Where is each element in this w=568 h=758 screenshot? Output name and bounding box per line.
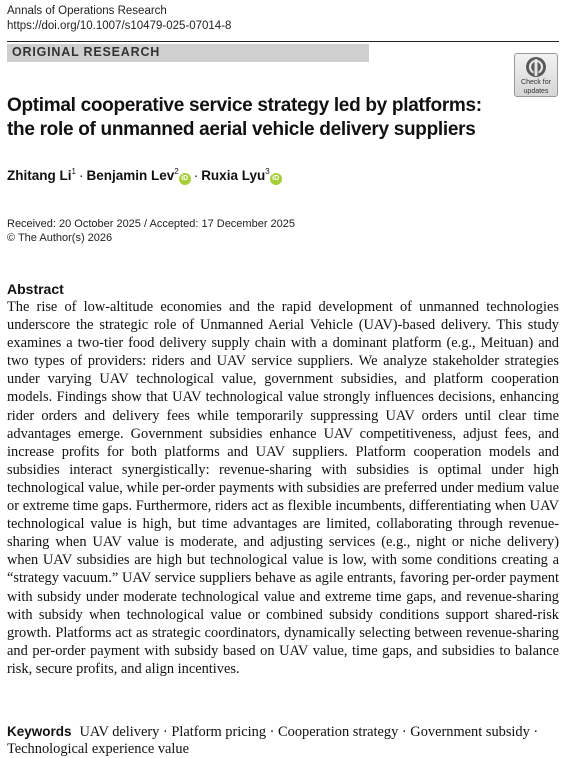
author-affiliation: 1 bbox=[71, 167, 76, 176]
badge-text-1: Check for bbox=[521, 79, 551, 86]
section-label: ORIGINAL RESEARCH bbox=[12, 45, 161, 59]
author-affiliation: 3 bbox=[265, 167, 270, 176]
author-name[interactable]: Ruxia Lyu bbox=[201, 168, 266, 183]
journal-header bbox=[7, 4, 231, 34]
keywords-label: Keywords bbox=[7, 724, 72, 739]
abstract-text: The rise of low-altitude economies and the rapid development of unmanned technologies underscore the strategic role of Unmanned Aerial Vehicle (UAV)-based delivery. This study examines a two-tier food delivery supply chain with a dominant platform (e.g., Meituan) and two types of providers: riders and UAV service suppliers. We analyze stakeholder strategies under varying UAV technological value, government subsidies, and platform cooperation models. Findings show that UAV technological value strongly influences decisions, enhancing rider orders and delivery fees while temporarily suppressing UAV orders until clear time advantages emerge. Government subsidies enhance UAV competitiveness, adjust fees, and increase profits for both platforms and UAV suppliers. Platform cooperation models and subsidies interact synergistically: revenue-sharing with subsidies is optimal under high technological value, while per-order payments with subsidies are preferred under medium value or extreme time gaps. Furthermore, riders act as flexible incumbents, differentiating when UAV technological value is high, but time advantages are limited, collaborating through revenue-sharing when UAV value is moderate, and adjusting services (e.g., night or niche delivery) when UAV subsidies are high but technological value is low, with some conditions creating a “strategy vacuum.” UAV service suppliers behave as agile entrants, favoring per-order payment with subsidy under moderate technological value and extreme time gaps, and revenue-sharing with subsidy when technological value or combined subsidy conditions support shared-risk growth. Platforms act as strategic coordinators, dynamically selecting between revenue-sharing and per-order payment with subsidy based on UAV value, time gaps, and subsidies to balance risk, secure profits, and align incentives. bbox=[7, 299, 559, 677]
keywords-list: UAV delivery · Platform pricing · Cooperation strategy · Government subsidy · Technological experience value bbox=[7, 724, 539, 757]
header-rule bbox=[7, 41, 559, 42]
section-bar bbox=[7, 44, 369, 62]
keywords bbox=[7, 723, 559, 758]
orcid-icon[interactable]: iD bbox=[270, 173, 282, 185]
crossmark-check-for-updates-icon bbox=[525, 56, 547, 78]
received-accepted-dates: Received: 20 October 2025 / Accepted: 17 December 2025 bbox=[7, 218, 296, 230]
orcid-icon[interactable]: iD bbox=[179, 173, 191, 185]
article-dates bbox=[7, 217, 295, 245]
author-separator: · bbox=[78, 168, 84, 183]
author-separator: · bbox=[193, 168, 199, 183]
badge-text-2: updates bbox=[523, 87, 549, 95]
doi-link[interactable]: https://doi.org/10.1007/s10479-025-07014-8 bbox=[7, 20, 232, 32]
journal-name: Annals of Operations Research bbox=[7, 5, 167, 17]
author-name[interactable]: Zhitang Li bbox=[7, 168, 72, 183]
copyright-notice: © The Author(s) 2026 bbox=[7, 232, 113, 244]
check-for-updates-badge[interactable] bbox=[514, 53, 558, 97]
author-affiliation: 2 bbox=[174, 167, 179, 176]
abstract-heading: Abstract bbox=[7, 281, 64, 297]
article-title: Optimal cooperative service strategy led by platforms: the role of unmanned aerial vehicle delivery suppliers bbox=[7, 95, 482, 140]
author-name[interactable]: Benjamin Lev bbox=[86, 168, 175, 183]
author-list bbox=[7, 167, 282, 185]
